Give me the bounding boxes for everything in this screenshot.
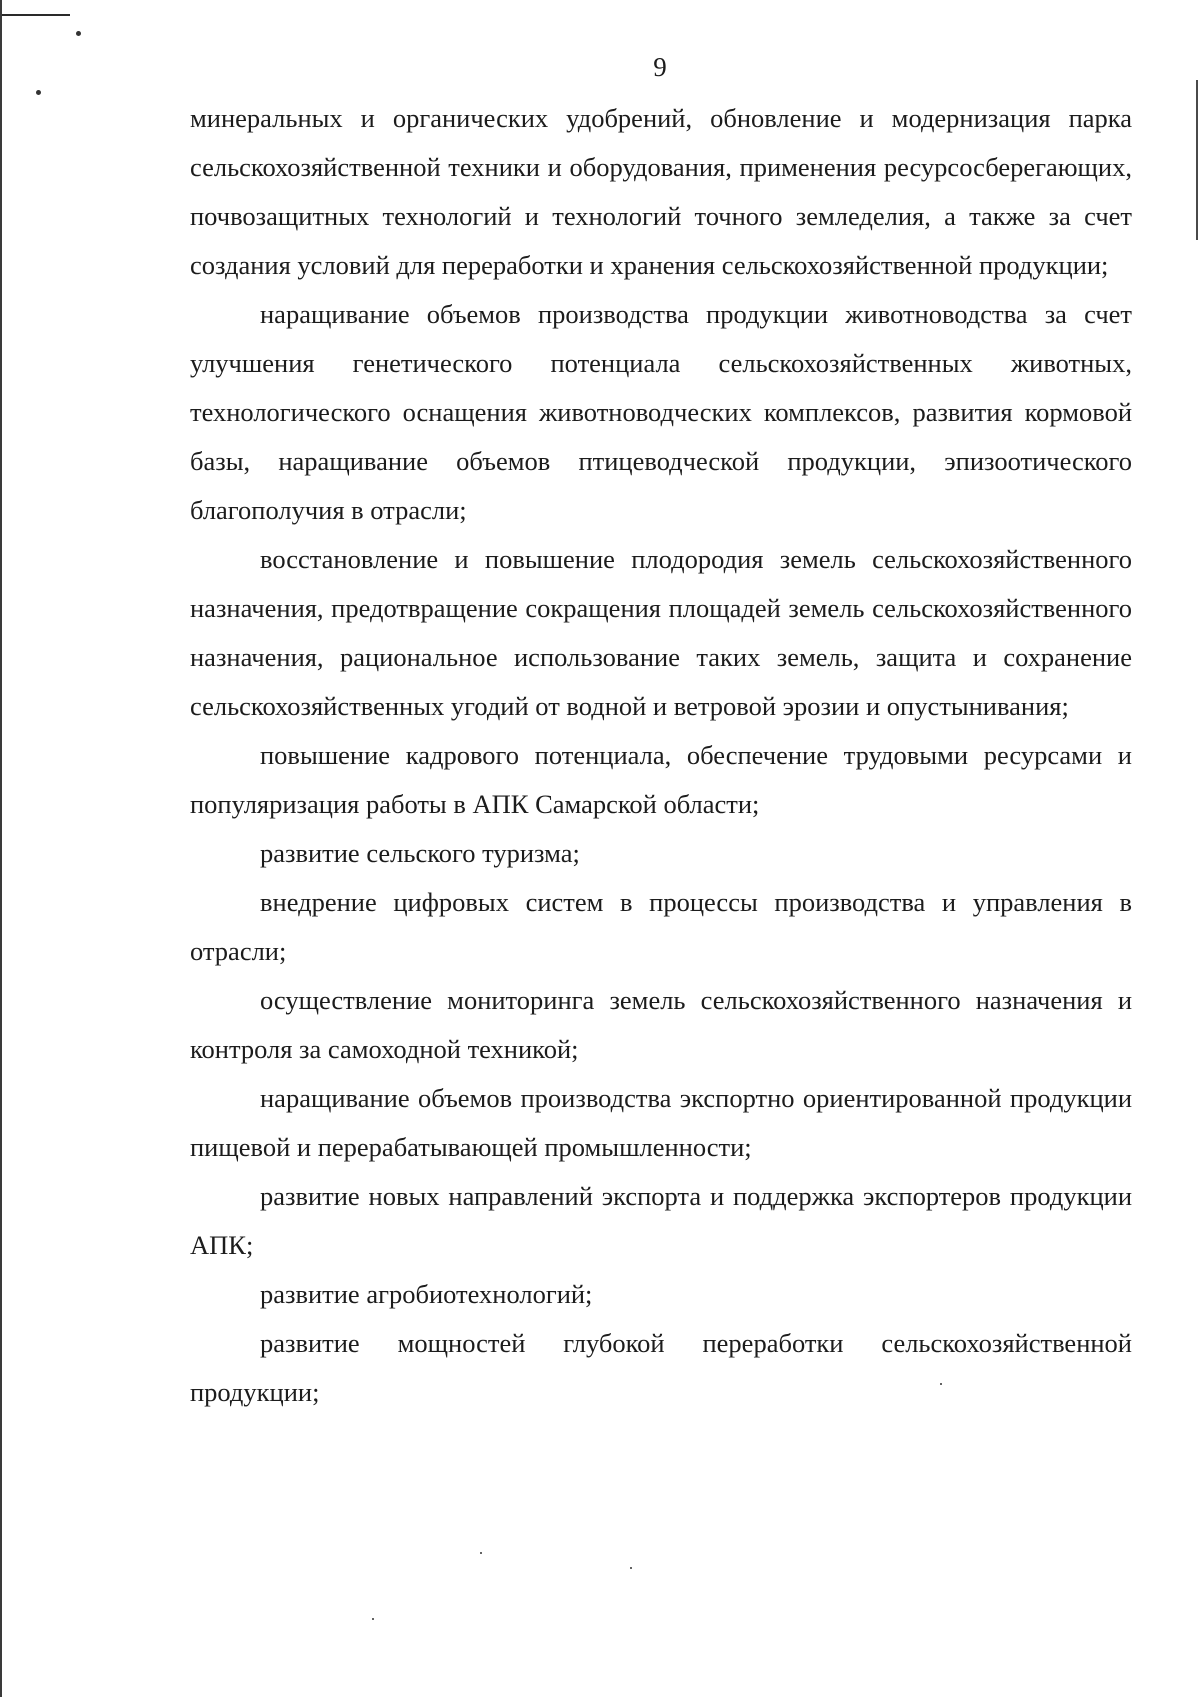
scan-speck — [76, 31, 81, 36]
scan-edge-left — [0, 0, 2, 1697]
scan-speck — [480, 1552, 482, 1554]
paragraph: развитие сельского туризма; — [260, 838, 580, 868]
paragraph: наращивание объемов производства продукции животноводства за счет улучшения генетического потенциала сельскохозяйственных животных, технологического оснащения животноводческих комплексов, развития кормовой базы, наращивание объемов птицеводческой продукции, эпизоотического благополучия в отрасли; — [190, 299, 1132, 525]
document-body — [190, 94, 1132, 1417]
paragraph: внедрение цифровых систем в процессы производства и управления в отрасли; — [190, 887, 1132, 966]
scan-speck — [372, 1618, 374, 1620]
scan-speck — [630, 1567, 632, 1569]
paragraph: осуществление мониторинга земель сельскохозяйственного назначения и контроля за самоходной техникой; — [190, 985, 1132, 1064]
paragraph: наращивание объемов производства экспортно ориентированной продукции пищевой и перерабатывающей промышленности; — [190, 1083, 1132, 1162]
paragraph: восстановление и повышение плодородия земель сельскохозяйственного назначения, предотвращение сокращения площадей земель сельскохозяйственного назначения, рациональное использование таких земель, защита и сохранение сельскохозяйственных угодий от водной и ветровой эрозии и опустынивания; — [190, 544, 1132, 721]
scan-edge-right — [1196, 80, 1198, 240]
paragraph: повышение кадрового потенциала, обеспечение трудовыми ресурсами и популяризация работы в АПК Самарской области; — [190, 740, 1132, 819]
paragraph: минеральных и органических удобрений, обновление и модернизация парка сельскохозяйственной техники и оборудования, применения ресурсосберегающих, почвозащитных технологий и технологий точного земледелия, а также за счет создания условий для переработки и хранения сельскохозяйственной продукции; — [190, 103, 1132, 280]
page-number: 9 — [653, 52, 667, 82]
paragraph: развитие мощностей глубокой переработки сельскохозяйственной продукции; — [190, 1328, 1132, 1407]
paragraph: развитие агробиотехнологий; — [260, 1279, 593, 1309]
scan-speck — [36, 90, 41, 95]
paragraph: развитие новых направлений экспорта и поддержка экспортеров продукции АПК; — [190, 1181, 1132, 1260]
scan-edge-top — [0, 14, 70, 16]
